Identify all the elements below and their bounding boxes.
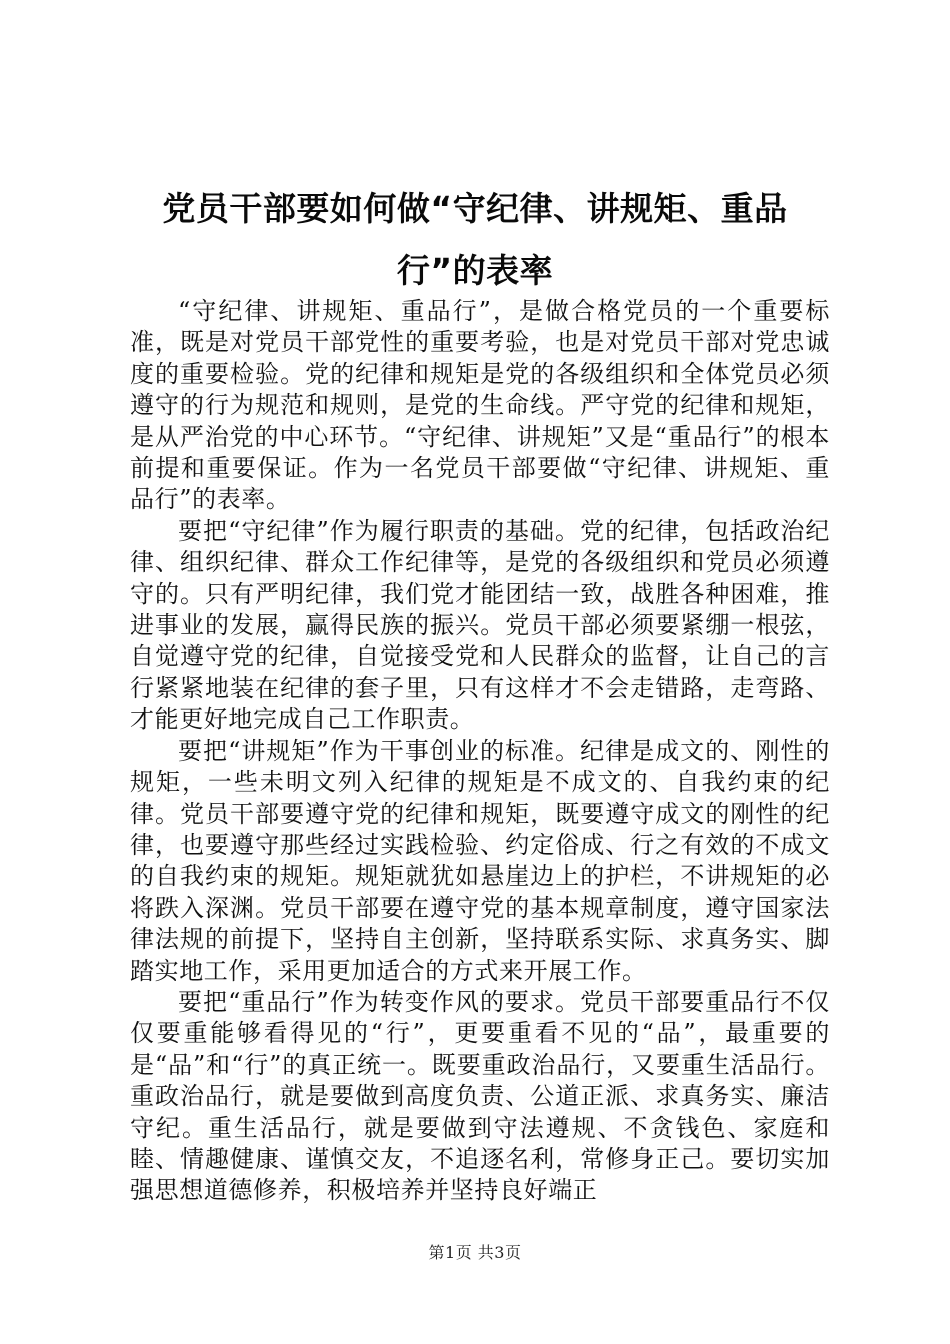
document-title (110, 178, 840, 302)
title-line-1: 党员干部要如何做“守纪律、讲规矩、重品 (162, 189, 788, 228)
title-line-2: 行”的表率 (396, 251, 554, 290)
paragraph-discipline: 要把“守纪律”作为履行职责的基础。党的纪律，包括政治纪律、组织纪律、群众工作纪律等，是党的各级组织和党员必须遵守的。只有严明纪律，我们党才能团结一致，战胜各种困难，推进事业的发展，赢得民族的振兴。党员干部必须要紧绷一根弦，自觉遵守党的纪律，自觉接受党和人民群众的监督，让自己的言行紧紧地装在纪律的套子里，只有这样才不会走错路，走弯路、才能更好地完成自己工作职责。 (130, 516, 830, 734)
document-body (130, 296, 830, 1207)
paragraph-conduct: 要把“重品行”作为转变作风的要求。党员干部要重品行不仅仅要重能够看得见的“行”，更要重看不见的“品”，最重要的是“品”和“行”的真正统一。既要重政治品行，又要重生活品行。重政治品行，就是要做到高度负责、公道正派、求真务实、廉洁守纪。重生活品行，就是要做到守法遵规、不贪钱色、家庭和睦、情趣健康、谨慎交友，不追逐名利，常修身正己。要切实加强思想道德修养，积极培养并坚持良好端正 (130, 987, 830, 1205)
paragraph-rules: 要把“讲规矩”作为干事创业的标准。纪律是成文的、刚性的规矩，一些未明文列入纪律的规矩是不成文的、自我约束的纪律。党员干部要遵守党的纪律和规矩，既要遵守成文的刚性的纪律，也要遵守那些经过实践检验、约定俗成、行之有效的不成文的自我约束的规矩。规矩就犹如悬崖边上的护栏，不讲规矩的必将跌入深渊。党员干部要在遵守党的基本规章制度，遵守国家法律法规的前提下，坚持自主创新，坚持联系实际、求真务实、脚踏实地工作，采用更加适合的方式来开展工作。 (130, 736, 830, 985)
page-footer: 第1页 共3页 (428, 1243, 522, 1262)
paragraph-intro: “守纪律、讲规矩、重品行”，是做合格党员的一个重要标准，既是对党员干部党性的重要考验，也是对党员干部对党忠诚度的重要检验。党的纪律和规矩是党的各级组织和全体党员必须遵守的行为规范和规则，是党的生命线。严守党的纪律和规矩，是从严治党的中心环节。“守纪律、讲规矩”又是“重品行”的根本前提和重要保证。作为一名党员干部要做“守纪律、讲规矩、重品行”的表率。 (130, 297, 830, 514)
